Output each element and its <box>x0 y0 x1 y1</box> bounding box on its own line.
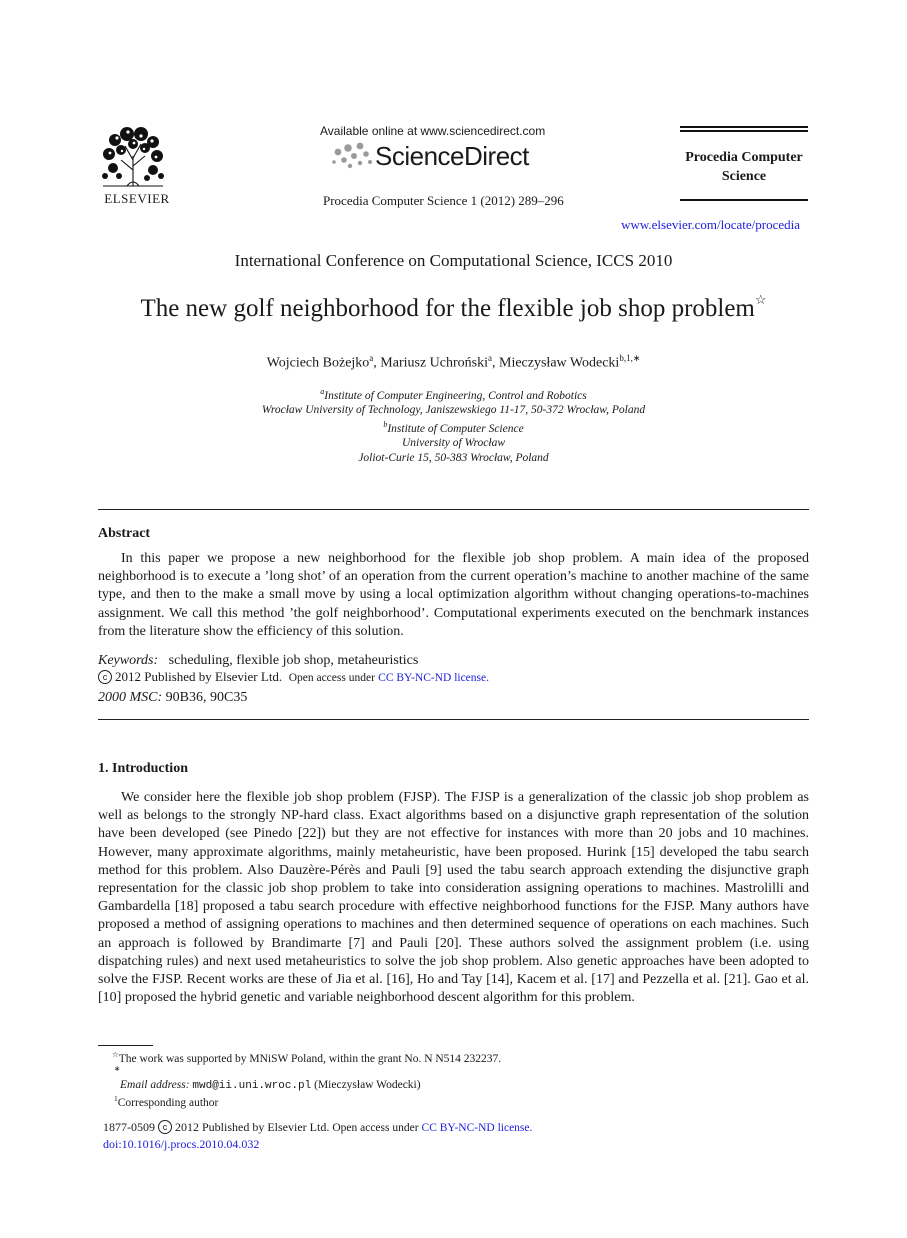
author-separator: , <box>492 355 499 371</box>
author-affiliation-mark: a <box>369 353 374 363</box>
footnote-star-mark: ☆ <box>112 1050 119 1059</box>
copyright-icon: c <box>98 670 112 684</box>
license-link[interactable]: CC BY-NC-ND license. <box>378 672 489 684</box>
footer-copyright <box>103 1120 532 1135</box>
conference-name: International Conference on Computational Science, ICCS 2010 <box>234 251 673 270</box>
abstract-text: In this paper we propose a new neighborhood for the flexible job shop problem. A main idea of the proposed neighborhood is to execute a ’long shot’ of an operation from the current operation’s machine to another machine of the same type, and then to the make a small move by using a local optimization algorithm without changing operations-to-machines assignment. We call this method ’the golf neighborhood’. Computational experiments executed on the benchmark instances from the literature show the efficiency of this solution. <box>98 551 809 639</box>
journal-reference: Procedia Computer Science 1 (2012) 289–296 <box>323 193 564 208</box>
author-name: Mariusz Uchroński <box>380 355 488 371</box>
email-owner: (Mieczysław Wodecki) <box>314 1079 421 1091</box>
footnote-asterisk-mark: ∗ <box>114 1064 121 1073</box>
affiliation-a-line2: Wrocław University of Technology, Janiszewskiego 11-17, 50-372 Wrocław, Poland <box>261 404 646 417</box>
keywords-value: scheduling, flexible job shop, metaheuristics <box>168 653 419 668</box>
footnote-email <box>120 1079 421 1092</box>
journal-url-link[interactable]: www.elsevier.com/locate/procedia <box>621 217 800 232</box>
copyright-icon: c <box>158 1120 172 1134</box>
sciencedirect-wordmark: ScienceDirect <box>375 141 529 171</box>
affiliation-b-line2: University of Wrocław <box>401 437 506 450</box>
author-affiliation-mark: b,1,∗ <box>619 353 641 363</box>
publisher-wordmark: ELSEVIER <box>104 191 170 206</box>
abstract-bottom-rule <box>98 719 809 720</box>
footnote-asterisk <box>114 1064 120 1079</box>
footnote-funding-text: The work was supported by MNiSW Poland, within the grant No. N N514 232237. <box>118 1052 502 1065</box>
open-access-text: Open access under <box>288 672 375 684</box>
affiliation-mark: a <box>320 387 325 396</box>
section-heading: 1. Introduction <box>98 761 188 776</box>
msc-label: 2000 MSC: <box>98 690 163 705</box>
copyright-text: 2012 Published by Elsevier Ltd. <box>115 669 283 684</box>
msc-value: 90B36, 90C35 <box>165 690 248 705</box>
introduction-text: We consider here the flexible job shop problem (FJSP). The FJSP is a generalization of the classic job shop problem as well as belongs to the strongly NP-hard class. Exact algorithms based on a disjunctive graph representation of the solution have been developed (see Pinedo [22]) but they are not effective for instances with more than 20 jobs and 10 machines. However, many approximate algorithms, mainly metaheuristic, have been proposed. Hurink [15] developed the tabu search method for this problem. Also Dauzère-Pérès and Pauli [9] used the tabu search approach extending the disjunctive graph representation for the classic job shop problem to take into consideration assigning operations to machines. Mastrolilli and Gambardella [18] proposed a tabu search procedure with effective neighborhood functions for the FJSP. Many authors have proposed a method of assigning operations to machines and then determined sequence of operations on each machines. Such an approach is followed by Brandimarte [7] and Pauli [20]. These authors solved the assignment problem (i.e. using dispatching rules) and next used metaheuristics to solve the job shop problem. Also genetic approaches have been adopted to solve the FJSP. Recent works are these of Jia et al. [16], Ho and Tay [14], Kacem et al. [17] and Pezzella et al. [21]. Gao et al. [10] proposed the hybrid genetic and variable neighborhood descent algorithm for this problem. <box>98 790 809 1006</box>
affiliation-a-line1: Institute of Computer Engineering, Control and Robotics <box>324 389 587 402</box>
abstract-heading: Abstract <box>98 526 151 541</box>
paper-title <box>0 292 907 323</box>
affiliation-b-line3: Joliot-Curie 15, 50-383 Wrocław, Poland <box>358 451 549 464</box>
journal-title-line2: Science <box>721 169 767 184</box>
email-label: Email address: <box>120 1079 190 1091</box>
title-footnote-mark[interactable]: ☆ <box>754 292 767 307</box>
keywords-label: Keywords: <box>98 653 159 668</box>
doi-link[interactable]: doi:10.1016/j.procs.2010.04.032 <box>103 1137 260 1151</box>
issn: 1877-0509 <box>103 1120 155 1134</box>
author-affiliation-mark: a <box>488 353 492 363</box>
footer-license-link[interactable]: CC BY-NC-ND license. <box>421 1122 533 1134</box>
affiliations <box>0 385 907 465</box>
author-name: Wojciech Bożejko <box>266 355 370 371</box>
journal-title-rule-top <box>680 126 808 134</box>
author-list <box>0 353 907 372</box>
author-separator: , <box>373 355 381 371</box>
footer-copyright-text: 2012 Published by Elsevier Ltd. <box>175 1120 330 1134</box>
abstract-top-rule <box>98 509 809 510</box>
footnote-corresponding <box>114 1094 218 1109</box>
copyright-line <box>98 669 489 685</box>
footnote-funding <box>112 1050 501 1065</box>
footnote-one-mark: 1 <box>114 1094 118 1103</box>
journal-title-rule-bottom <box>680 199 808 203</box>
msc-codes <box>98 690 247 706</box>
email-address[interactable]: mwd@ii.uni.wroc.pl <box>192 1080 312 1092</box>
author-name: Mieczysław Wodecki <box>499 355 620 371</box>
corresponding-author-text: Corresponding author <box>117 1096 219 1109</box>
journal-title <box>676 148 812 186</box>
footnote-rule <box>98 1045 153 1046</box>
paper-title-text: The new golf neighborhood for the flexible job shop problem <box>140 295 755 322</box>
affiliation-b-line1: Institute of Computer Science <box>387 422 524 435</box>
keywords <box>98 653 418 669</box>
available-online-text: Available online at www.sciencedirect.com <box>320 124 546 138</box>
journal-title-line1: Procedia Computer <box>685 150 803 165</box>
affiliation-mark: b <box>383 419 388 429</box>
sciencedirect-dots-icon <box>330 142 374 172</box>
footer-open-access-text: Open access under <box>332 1122 419 1134</box>
elsevier-tree-icon <box>97 126 169 188</box>
